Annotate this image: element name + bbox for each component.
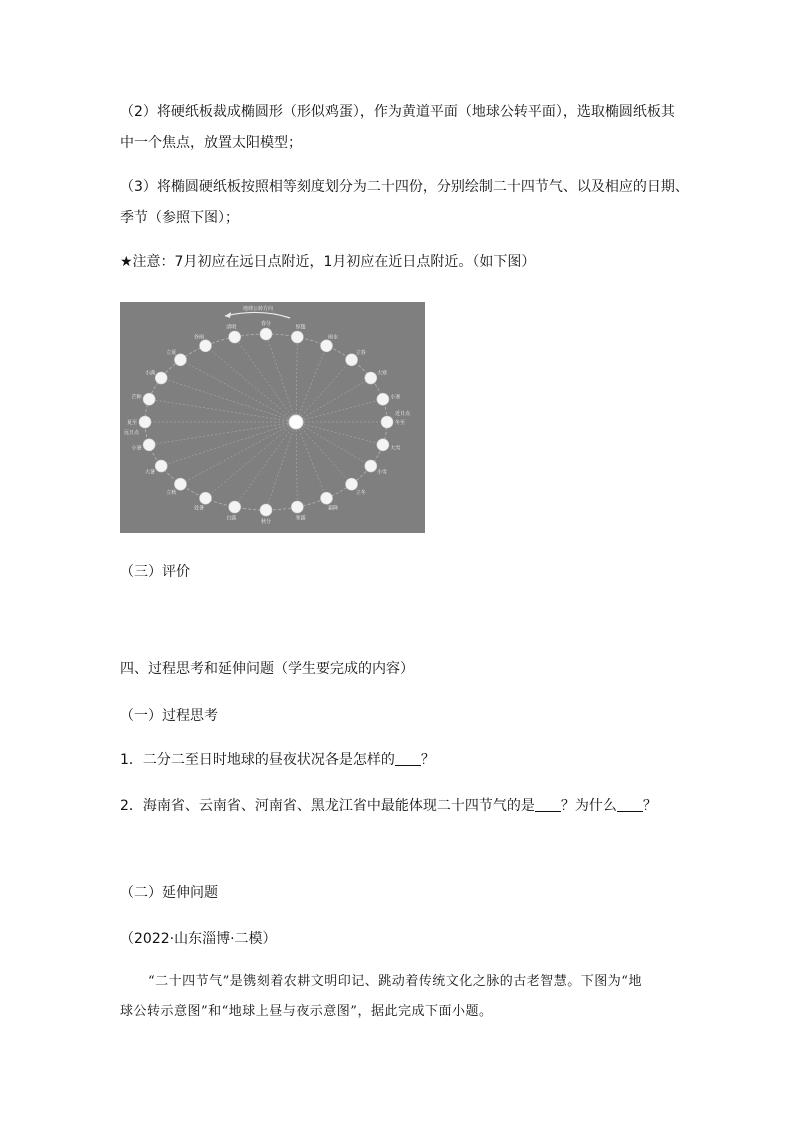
direction-label: 地球公转方向 bbox=[242, 306, 274, 312]
earth-icon bbox=[377, 439, 389, 451]
earth-icon bbox=[377, 393, 389, 405]
question-1-end: ？ bbox=[420, 752, 435, 768]
solar-term-label: 谷雨 bbox=[193, 334, 205, 341]
subsection-process-thinking: （一）过程思考 bbox=[120, 708, 218, 724]
perihelion-label: 近日点 bbox=[395, 411, 411, 417]
question-1-text: 1．二分二至日时地球的昼夜状况各是怎样的 bbox=[120, 752, 395, 768]
solar-term-label: 清明 bbox=[226, 324, 237, 331]
earth-icon bbox=[291, 501, 303, 513]
earth-icon bbox=[260, 328, 272, 340]
solar-term-label: 夏至 bbox=[126, 420, 138, 426]
earth-icon bbox=[155, 372, 167, 384]
answer-blank[interactable] bbox=[617, 797, 643, 812]
earth-icon bbox=[174, 478, 186, 490]
earth-icon bbox=[321, 340, 333, 352]
solar-term-label: 春分 bbox=[260, 321, 272, 327]
earth-icon bbox=[139, 416, 151, 428]
solar-term-label: 小雪 bbox=[377, 469, 388, 476]
question-2-end: ？ bbox=[642, 798, 657, 814]
earth-icon bbox=[381, 416, 393, 428]
solar-term-label: 白露 bbox=[226, 515, 237, 522]
earth-icon bbox=[229, 331, 241, 343]
question-2-why: ？为什么 bbox=[560, 798, 617, 814]
solar-term-label: 寒露 bbox=[295, 515, 306, 522]
question-1 bbox=[120, 746, 435, 774]
solar-term-label: 处暑 bbox=[193, 505, 205, 512]
earth-icon bbox=[229, 501, 241, 513]
solar-term-label: 冬至 bbox=[394, 420, 406, 426]
source-label: （2022·山东淄博·二模） bbox=[120, 931, 277, 947]
question-2-text: 2．海南省、云南省、河南省、黑龙江省中最能体现二十四节气的是 bbox=[120, 798, 535, 814]
aphelion-label: 远日点 bbox=[124, 430, 140, 436]
intro-line1: “二十四节气”是镌刻着农耕文明印记、跳动着传统文化之脉的古老智慧。下图为“地 bbox=[148, 974, 642, 989]
earth-icon bbox=[346, 478, 358, 490]
paragraph-step2-line2: 中一个焦点，放置太阳模型； bbox=[120, 135, 302, 151]
solar-term-label: 小暑 bbox=[131, 445, 142, 452]
earth-revolution-diagram bbox=[120, 302, 425, 533]
solar-term-label: 霜降 bbox=[327, 505, 339, 512]
solar-term-label: 惊蛰 bbox=[295, 324, 306, 331]
solar-term-label: 小满 bbox=[144, 370, 155, 377]
paragraph-step3-line1: （3）将椭圆硬纸板按照相等刻度划分为二十四份，分别绘制二十四节气、以及相应的日期、 bbox=[120, 179, 689, 195]
evaluation-heading: （三）评价 bbox=[120, 564, 190, 580]
answer-blank[interactable] bbox=[395, 751, 421, 766]
note-text: ★注意：7月初应在远日点附近，1月初应在近日点附近。（如下图） bbox=[120, 254, 536, 270]
earth-icon bbox=[143, 439, 155, 451]
earth-icon bbox=[365, 372, 377, 384]
paragraph-step2-line1: （2）将硬纸板裁成椭圆形（形似鸡蛋），作为黄道平面（地球公转平面），选取椭圆纸板其 bbox=[120, 104, 675, 120]
solar-term-label: 立秋 bbox=[166, 490, 177, 497]
earth-icon bbox=[155, 460, 167, 472]
question-2 bbox=[120, 792, 657, 820]
diagram-background bbox=[120, 302, 425, 533]
subsection-extension: （二）延伸问题 bbox=[120, 885, 218, 901]
intro-line2: 球公转示意图”和“地球上昼与夜示意图”，据此完成下面小题。 bbox=[120, 1004, 493, 1019]
earth-icon bbox=[200, 492, 212, 504]
answer-blank[interactable] bbox=[535, 797, 561, 812]
solar-term-label: 立夏 bbox=[166, 349, 177, 356]
solar-term-label: 芒种 bbox=[131, 394, 142, 401]
sun-icon bbox=[289, 415, 303, 429]
paragraph-step3-line2: 季节（参照下图）； bbox=[120, 210, 239, 226]
earth-icon bbox=[291, 331, 303, 343]
section4-heading: 四、过程思考和延伸问题（学生要完成的内容） bbox=[120, 661, 414, 677]
solar-term-label: 立冬 bbox=[355, 490, 366, 497]
solar-term-label: 立春 bbox=[355, 349, 366, 356]
solar-term-label: 小寒 bbox=[390, 394, 401, 401]
earth-icon bbox=[365, 460, 377, 472]
solar-term-label: 雨水 bbox=[327, 334, 339, 341]
earth-icon bbox=[260, 504, 272, 516]
solar-term-label: 大雪 bbox=[390, 445, 401, 452]
earth-icon bbox=[143, 393, 155, 405]
solar-term-label: 秋分 bbox=[260, 519, 272, 525]
earth-icon bbox=[200, 340, 212, 352]
solar-term-label: 大寒 bbox=[377, 370, 388, 377]
earth-icon bbox=[321, 492, 333, 504]
solar-term-label: 大暑 bbox=[144, 469, 155, 476]
